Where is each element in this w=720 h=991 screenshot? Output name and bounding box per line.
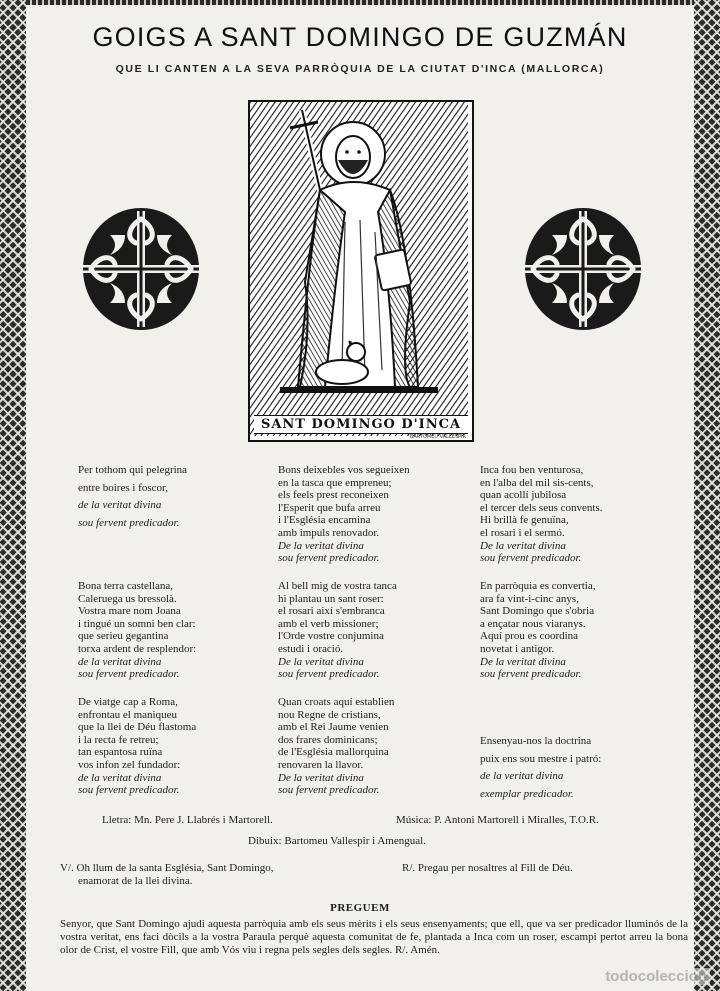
verse-line: estudi i oració.	[278, 642, 344, 655]
refrain-line: De la veritat divina	[278, 539, 364, 552]
refrain-line: sou fervent predicador.	[78, 668, 180, 681]
verse-line: i tingué un somni ben clar:	[78, 617, 196, 630]
verse-line: tan espantosa ruïna	[78, 746, 163, 759]
dominican-cross-emblem-left	[80, 205, 202, 333]
verse-line: l'Esperit que bufa arreu	[278, 501, 381, 514]
refrain-line: sou fervent predicador.	[78, 516, 180, 529]
engraving-signature: SANT DOMINGO D'INCA	[254, 415, 468, 434]
engraving-artist-credit: BARTOMEU VALLESPIR	[409, 434, 466, 440]
verse-line: Sant Domingo que s'obria	[480, 605, 595, 618]
response	[402, 862, 573, 875]
verse-line: novetat i antigor.	[480, 642, 555, 655]
verse-line: en l'alba del mil sis-cents,	[480, 476, 594, 489]
verse-line: vos infon zel fundador:	[78, 758, 181, 771]
verse-line: amb el Rei Jaume venien	[278, 721, 389, 734]
versicle	[60, 862, 274, 887]
verse-line: i l'Església encamina	[278, 514, 371, 527]
drawing-credit: Dibuix: Bartomeu Vallespir i Amengual.	[248, 835, 426, 847]
dominican-cross-emblem-right	[522, 205, 644, 333]
refrain-line: sou fervent predicador.	[480, 552, 582, 565]
stanza-9	[480, 735, 601, 800]
saint-illustration	[250, 102, 468, 436]
verse-line: ara fa vint-i-cinc anys,	[480, 592, 579, 605]
verse-line: enfrontau el maniqueu	[78, 708, 177, 721]
verse-line: de l'Església mallorquina	[278, 746, 389, 759]
stanza-6	[480, 580, 595, 681]
verse-line: i la recta fe retreu;	[78, 733, 159, 746]
verse-line: Bons deixebles vos segueixen	[278, 464, 410, 476]
stanza-8	[278, 696, 394, 797]
verse-line: l'Orde vostre conjumina	[278, 630, 384, 643]
verse-line: entre boires i foscor,	[78, 481, 168, 494]
verse-line: De viatge cap a Roma,	[78, 696, 178, 708]
refrain-line: de la veritat divina	[480, 770, 564, 783]
verse-line: el tercer dels seus convents.	[480, 501, 603, 514]
verse-line: hi plantau un sant roser:	[278, 592, 384, 605]
refrain-line: sou fervent predicador.	[278, 668, 380, 681]
stanza-2	[278, 464, 410, 565]
saint-engraving	[248, 100, 474, 442]
prayer-heading: PREGUEM	[330, 902, 390, 914]
refrain-line: sou fervent predicador.	[480, 668, 582, 681]
verse-line: En parròquia es convertia,	[480, 580, 596, 592]
refrain-line: de la veritat divina	[78, 655, 162, 668]
stanza-5	[278, 580, 397, 681]
verse-line: els feels prest reconeixen	[278, 489, 389, 502]
verse-line: amb impuls renovador.	[278, 526, 380, 539]
decorative-right-border	[694, 0, 720, 991]
page-title: GOIGS A SANT DOMINGO DE GUZMÁN	[92, 22, 628, 52]
response-line: R/. Pregau per nosaltres al Fill de Déu.	[402, 862, 573, 874]
verse-line: dos frares dominicans;	[278, 733, 378, 746]
goigs-sheet	[30, 0, 690, 991]
verse-line: puix ens sou mestre i patró:	[480, 752, 602, 765]
verse-line: Per tothom qui pelegrina	[78, 464, 188, 476]
refrain-line: sou fervent predicador.	[278, 552, 380, 565]
stanza-3	[480, 464, 602, 565]
stanza-4	[78, 580, 196, 681]
verse-line: a ençatar nous viaranys.	[480, 617, 586, 630]
verse-line: en la tasca que empreneu;	[278, 476, 392, 489]
verse-line: el rosari així s'embranca	[278, 605, 385, 618]
watermark: todocoleccion	[602, 968, 710, 985]
refrain-line: de la veritat divina	[78, 499, 162, 512]
music-credit: Música: P. Antoni Martorell i Miralles, T.O.R.	[396, 814, 599, 826]
refrain-line: De la veritat divina	[278, 771, 364, 784]
verse-line: Hi brillà fe genuïna,	[480, 514, 569, 527]
verse-line: Inca fou ben venturosa,	[480, 464, 584, 476]
refrain-line: De la veritat divina	[278, 655, 364, 668]
stanza-1	[78, 464, 187, 529]
verse-line: quan acollí jubilosa	[480, 489, 567, 502]
verse-line: Aquí prou es coordina	[480, 630, 579, 643]
refrain-line: de la veritat divina	[78, 771, 162, 784]
page-subtitle: QUE LI CANTEN A LA SEVA PARRÒQUIA DE LA CIUTAT D'INCA (MALLORCA)	[115, 63, 605, 75]
verse-line: nou Regne de cristians,	[278, 708, 381, 721]
refrain-line: sou fervent predicador.	[278, 784, 380, 797]
verse-line: renovaren la llavor.	[278, 758, 364, 771]
refrain-line: De la veritat divina	[480, 655, 566, 668]
verse-line: el rosari i el sermó.	[480, 526, 565, 539]
verse-line: que la llei de Déu flastoma	[78, 721, 197, 734]
verse-line: Quan croats aquí establien	[278, 696, 395, 708]
refrain-line: De la veritat divina	[480, 539, 566, 552]
prayer-text: Senyor, que Sant Domingo ajudi aquesta parròquia amb els seus mèrits i els seus ensenyaments; que ell, que va ser predicador lluminós de la vostra veritat, ens faci dòcils a la vostra Paraula perquè aquesta comunitat de fe, plantada a Inca com un roser, escampi pertot arreu la bona olor de Crist, el vostre Fill, que amb Vós viu i regna pels segles dels segles. R/. Amén.	[60, 918, 688, 956]
versicle-line: enamorat de la llei divina.	[78, 874, 193, 887]
lyrics-credit: Lletra: Mn. Pere J. Llabrés i Martorell.	[102, 814, 273, 826]
verse-line: Al bell mig de vostra tanca	[278, 580, 397, 592]
verse-line: Vostra mare nom Joana	[78, 605, 181, 618]
verse-line: Caleruega us bressolà.	[78, 592, 177, 605]
refrain-line: exemplar predicador.	[480, 787, 574, 800]
verse-line: que serieu gegantina	[78, 630, 169, 643]
stanza-7	[78, 696, 196, 797]
verse-line: amb el verb missioner;	[278, 617, 379, 630]
verse-line: torxa ardent de resplendor:	[78, 642, 197, 655]
refrain-line: sou fervent predicador.	[78, 784, 180, 797]
verse-line: Ensenyau-nos la doctrina	[480, 735, 592, 747]
verse-line: Bona terra castellana,	[78, 580, 173, 592]
versicle-line: V/. Oh llum de la santa Església, Sant Domingo,	[60, 862, 274, 874]
decorative-left-border	[0, 0, 26, 991]
